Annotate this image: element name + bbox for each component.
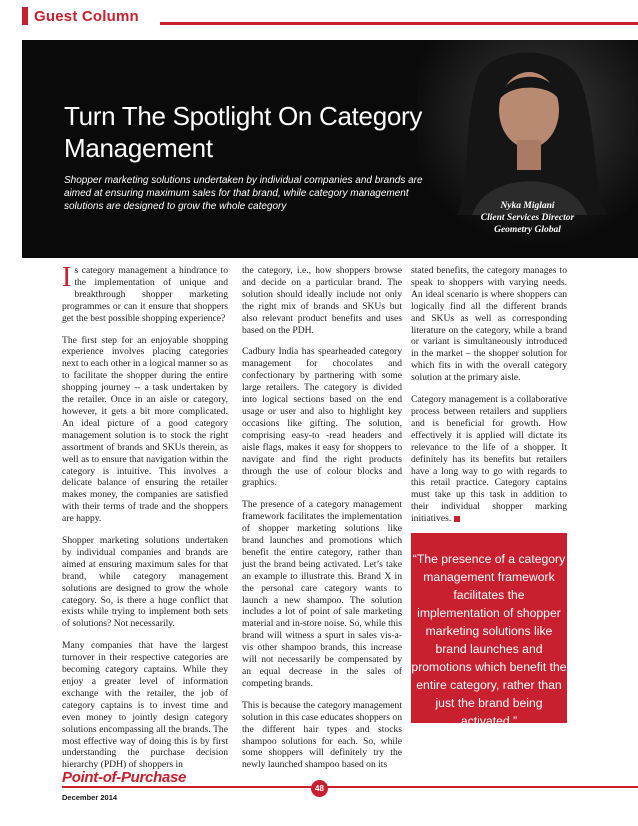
- article-column-3: [411, 265, 567, 535]
- paragraph-text: Category management is a collaborative process between retailers and suppliers and is beneficial for growth. How effectively it is applied will dictate its relevance to the life of a shopper. It definitely has its benefits but retailers have a long way to go with regards to this retail practice. Category captains must take up this task in addition to their individual shopper marking initiatives.: [411, 394, 567, 525]
- article-title: Turn The Spotlight On Category Management: [64, 101, 423, 163]
- paragraph: Shopper marketing solutions undertaken by individual companies and brands are aimed at ensuring maximum sales for that brand, while category management solutions are designed to grow the whole category. So, is there a huge conflict that exists while trying to implement both sets of solutions? Not necessarily.: [62, 535, 228, 630]
- page-number: 48: [311, 780, 328, 797]
- author-name: Nyka Miglani: [500, 201, 555, 211]
- section-tag-bar: [22, 7, 28, 25]
- footer-rule: [62, 786, 638, 788]
- publication-logo: Point-of-Purchase: [62, 769, 187, 786]
- pull-quote: “The presence of a category management framework facilitates the implementation of shopper marketing solutions like brand launches and promotions which benefit the entire category, rather than just the brand being activated.”: [411, 533, 567, 723]
- issue-date: December 2014: [62, 793, 118, 802]
- paragraph: the category, i.e., how shoppers browse and decide on a particular brand. The solution should ideally include not only the right mix of brands and SKUs but also relevant product benefits and uses based on the PDH.: [242, 265, 402, 336]
- section-label: Guest Column: [34, 7, 139, 25]
- paragraph: [62, 262, 228, 325]
- paragraph: Many companies that have the largest turnover in their respective categories are becoming category captains. While they enjoy a greater level of information exchange with the retailer, the job of category captains is to invest time and even money to jointly design category solutions encompassing all the brands. The most effective way of doing this is by first understanding the purchase decision hierarchy (PDH) of shoppers in: [62, 640, 228, 771]
- hero-banner: [22, 40, 638, 258]
- author-caption: [417, 200, 638, 236]
- paragraph: The presence of a category management framework facilitates the implementation of shopper marketing solutions like brand launches and promotions which benefit the entire category, rather than just the brand being activated. Let’s take an example to illustrate this. Brand X in the personal care category wants to launch a new shampoo. The solution includes a lot of point of sale marketing material and in-store noise. So, while this brand will witness a spurt in sales vis-a-vis other shampoo brands, this increase will not necessarily be compensated by an equal decrease in the sales of competing brands.: [242, 499, 402, 689]
- author-company: Geometry Global: [494, 225, 561, 235]
- paragraph: Cadbury India has spearheaded category management for chocolates and confectionary by partnering with some large retailers. The category is divided into logical sections based on the end usage or user and also to highlight key occasions like gifting. The solution, comprising easy-to -read headers and aisle flags, makes it easy for shoppers to navigate and find the right products through the use of colour blocks and graphics.: [242, 346, 402, 489]
- article-column-1: [62, 262, 228, 781]
- author-role: Client Services Director: [480, 213, 575, 223]
- paragraph: This is because the category management solution in this case educates shoppers on the different hair types and stocks shampoo solutions for each. So, while some shoppers will definitely try the newly launched shampoo based on its: [242, 699, 402, 771]
- end-mark-icon: [454, 516, 460, 522]
- article-subtitle: Shopper marketing solutions undertaken by individual companies and brands are aimed at ensuring maximum sales for that brand, while category management solutions are designed to grow the whole category: [64, 175, 423, 212]
- paragraph: The first step for an enjoyable shopping experience involves placing categories next to each other in a logical manner so as to facilitate the shopper during the entire shopping journey -- a task undertaken by the retailer. Once in an aisle or category, however, it gets a bit more complicated. An ideal picture of a good category management solution is to stock the right assortment of brands and SKUs therein, as well as to ensure that navigation within the category is intuitive. This involves a delicate balance of ensuring the retailer makes money, the companies are satisfied with their terms of trade and the shoppers are happy.: [62, 334, 228, 525]
- paragraph: stated benefits, the category manages to speak to shoppers with varying needs. An ideal scenario is where shoppers can logically find all the different brands and SKUs as well as corresponding literature on the category, while a brand or variant is simultaneously introduced in the market – the shopper solution for which fits in with the overall category solution at the primary aisle.: [411, 265, 567, 384]
- paragraph: [411, 394, 567, 525]
- section-rule: [160, 22, 638, 25]
- paragraph-text: s category management a hindrance to the implementation of unique and breakthrough shopper marketing programmes or can it ensure that shoppers get the best possible shopping experience?: [62, 265, 228, 324]
- drop-cap: I: [62, 262, 72, 293]
- article-column-2: [242, 265, 402, 781]
- section-tag: [22, 2, 139, 30]
